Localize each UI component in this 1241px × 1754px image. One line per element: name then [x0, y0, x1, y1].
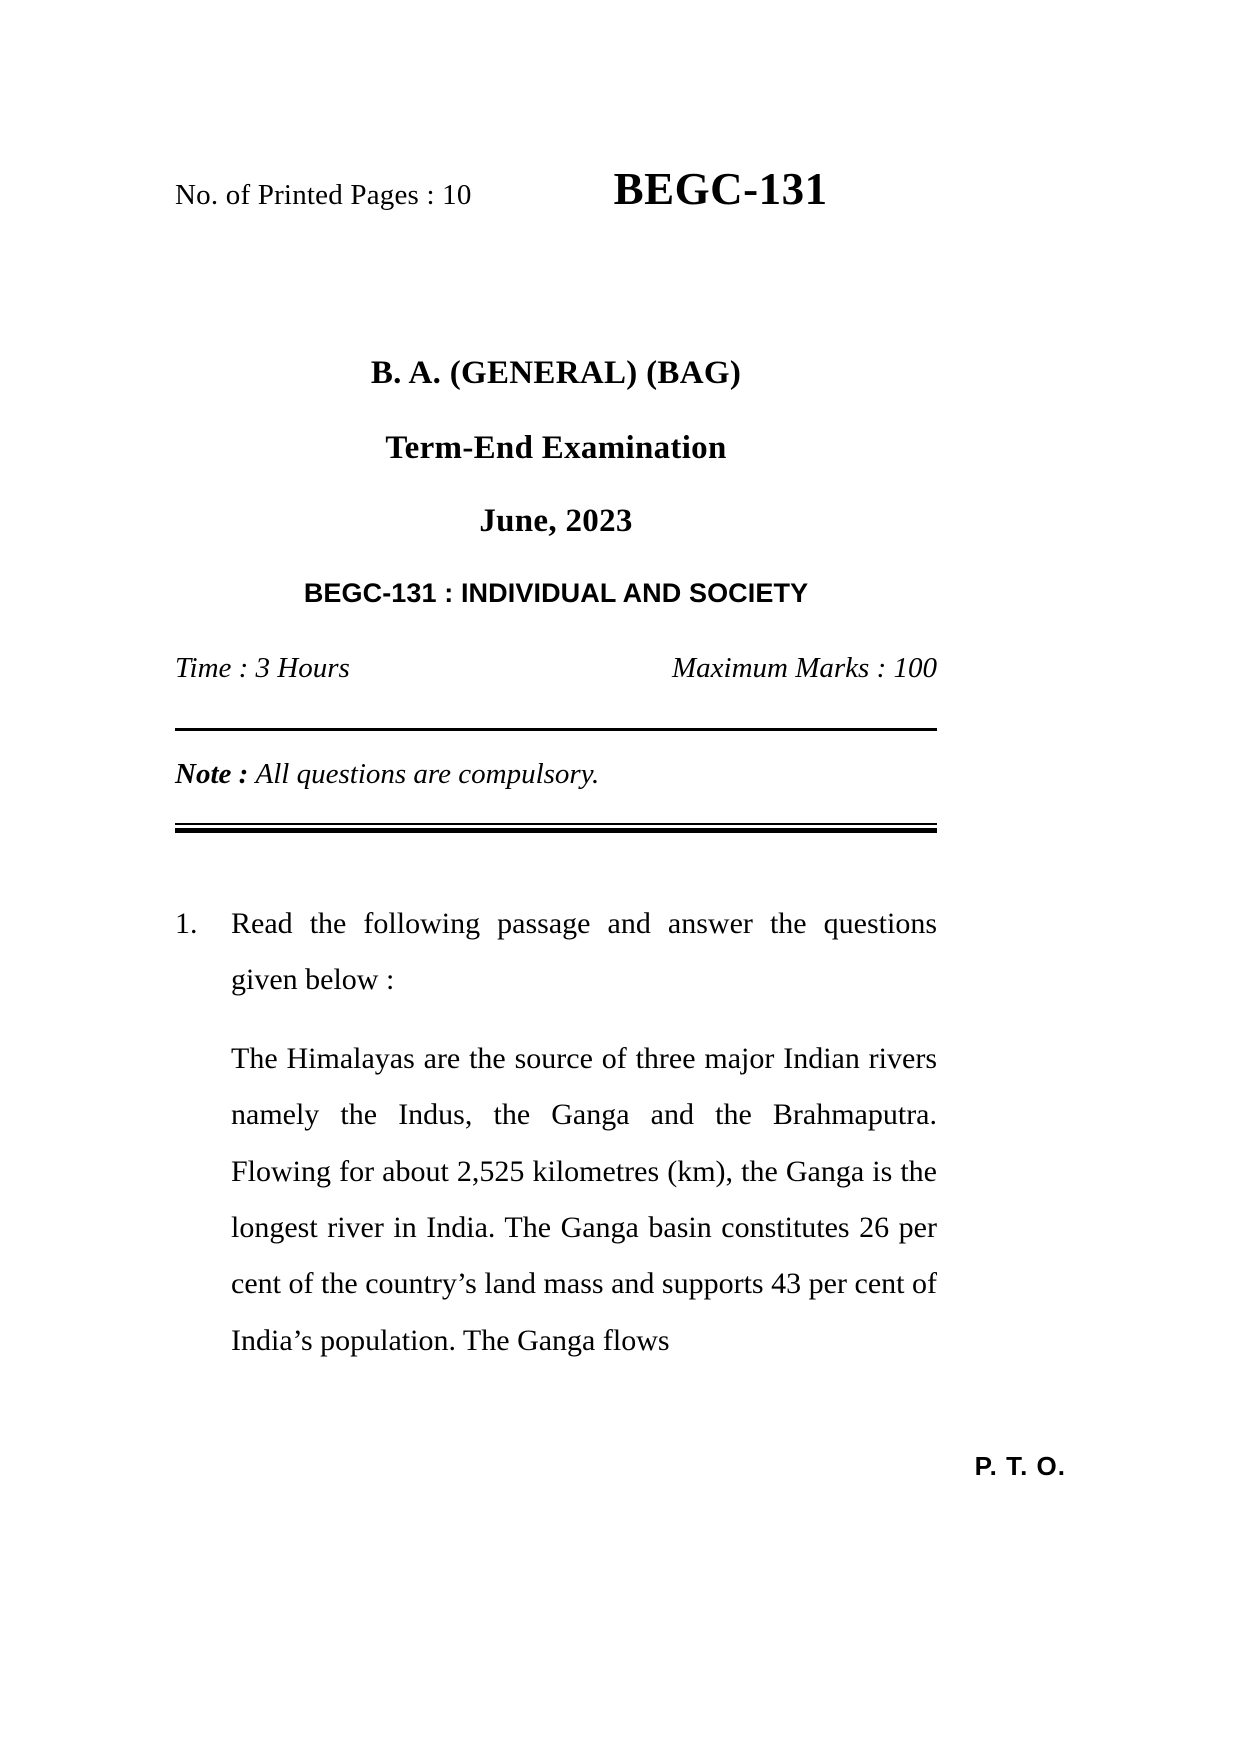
subject-title: BEGC-131 : INDIVIDUAL AND SOCIETY	[303, 578, 809, 608]
title-block	[175, 355, 937, 609]
rule-thick-line	[175, 828, 937, 833]
exam-meta-row	[175, 652, 937, 685]
question-1-number: 1.	[175, 907, 198, 940]
question-1	[175, 896, 937, 1369]
note-row	[175, 758, 965, 791]
examination-title: Term-End Examination	[385, 430, 727, 466]
question-1-stem: Read the following passage and answer the questions given below :	[231, 907, 937, 997]
page-turn-over-label: P. T. O.	[974, 1451, 1066, 1481]
printed-pages-label: No. of Printed Pages : 10	[175, 179, 472, 211]
programme-title: B. A. (GENERAL) (BAG)	[370, 355, 742, 391]
page-header	[175, 163, 1065, 215]
maximum-marks: Maximum Marks : 100	[672, 652, 937, 684]
course-code-heading: BEGC-131	[613, 164, 828, 214]
horizontal-rule-double	[175, 823, 937, 833]
note-text: All questions are compulsory.	[255, 758, 600, 790]
question-1-header	[175, 896, 937, 1009]
question-1-passage: The Himalayas are the source of three major Indian rivers namely the Indus, the Ganga and the Brahmaputra. Flowing for about 2,525 kilometres (km), the Ganga is the longest river in India. The Ganga basin constitutes 26 per cent of the country’s land mass and supports 43 per cent of India’s population. The Ganga flows	[231, 1041, 937, 1357]
note-label: Note :	[175, 758, 249, 790]
horizontal-rule-top	[175, 728, 937, 731]
time-allowed: Time : 3 Hours	[175, 652, 350, 684]
examination-session: June, 2023	[479, 503, 633, 539]
